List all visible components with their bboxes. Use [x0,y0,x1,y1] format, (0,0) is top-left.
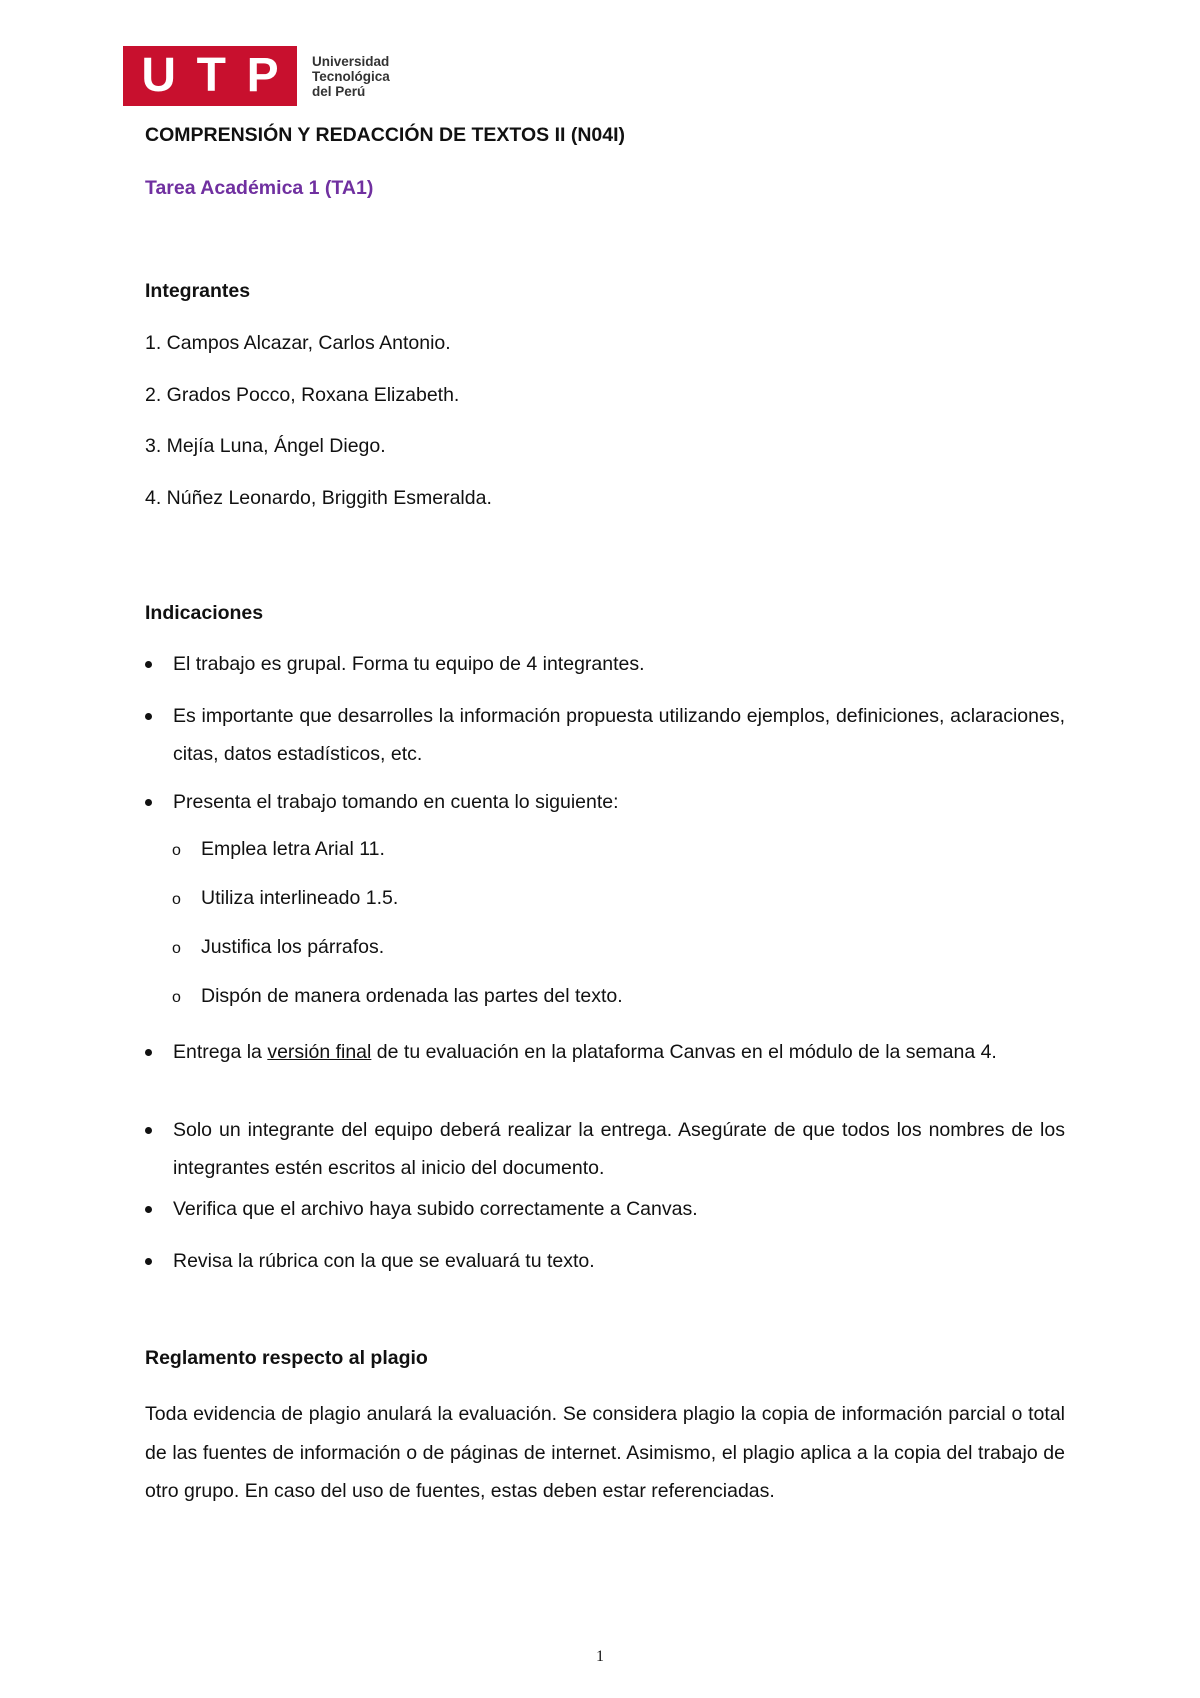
bullet-item [145,1033,1065,1071]
bullet-text: Solo un integrante del equipo deberá realizar la entrega. Asegúrate de que todos los nombres de los integrantes estén escritos al inicio del documento. [173,1119,1065,1179]
logo-wordmark [312,54,390,99]
logo-mark [123,46,297,106]
logo-letter-t: T [196,49,226,102]
bullet-icon [145,799,152,806]
logo-letter-u: U [141,49,176,102]
document-subtitle: Tarea Académica 1 (TA1) [145,177,374,199]
utp-logo [123,46,390,106]
bullet-text: Presenta el trabajo tomando en cuenta lo siguiente: [173,791,619,813]
bullet-text [173,1033,1065,1071]
indicaciones-heading: Indicaciones [145,602,264,624]
sub-item [172,985,623,1008]
bullet-icon [145,1206,152,1213]
circle-marker-icon: o [172,989,181,1006]
member-3: 3. Mejía Luna, Ángel Diego. [145,435,386,457]
bullet-icon [145,1258,152,1265]
bullet-item [145,1111,1065,1187]
plagio-paragraph: Toda evidencia de plagio anulará la evaluación. Se considera plagio la copia de información parcial o total de las fuentes de información o de páginas de internet. Asimismo, el plagio aplica a la copia del trabajo de otro grupo. En caso del uso de fuentes, estas deben estar referenciadas. [145,1403,1065,1502]
integrantes-heading: Integrantes [145,280,251,302]
bullet-icon [145,713,152,720]
plagio-heading: Reglamento respecto al plagio [145,1347,428,1369]
bullet-item [145,645,1065,683]
member-2: 2. Grados Pocco, Roxana Elizabeth. [145,384,460,406]
document-title: COMPRENSIÓN Y REDACCIÓN DE TEXTOS II (N04I) [145,124,625,146]
logo-letter-p: P [246,49,279,102]
bullet-item [145,783,1065,821]
bullet-item [145,1242,1065,1280]
bullet-text: Verifica que el archivo haya subido correctamente a Canvas. [173,1198,698,1220]
bullet-icon [145,1127,152,1134]
circle-marker-icon: o [172,842,181,859]
logo-line-3: del Perú [312,83,366,99]
sub-item-text: Justifica los párrafos. [201,936,385,958]
member-1: 1. Campos Alcazar, Carlos Antonio. [145,332,451,354]
sub-item [172,936,384,959]
sub-item [172,838,385,861]
bullet-item [145,1190,1065,1228]
logo-line-2: Tecnológica [312,68,390,84]
member-4: 4. Núñez Leonardo, Briggith Esmeralda. [145,487,492,509]
bullet-text: El trabajo es grupal. Forma tu equipo de 4 integrantes. [173,653,645,675]
sub-item-text: Dispón de manera ordenada las partes del texto. [201,985,623,1007]
underlined-text: versión final [267,1041,372,1063]
bullet-icon [145,1049,152,1056]
bullet-text-part: Entrega la [173,1041,268,1063]
sub-item [172,887,398,910]
page-number: 1 [596,1648,604,1665]
circle-marker-icon: o [172,940,181,957]
sub-item-text: Utiliza interlineado 1.5. [201,887,399,909]
circle-marker-icon: o [172,891,181,908]
sub-item-text: Emplea letra Arial 11. [201,838,385,860]
bullet-text: Es importante que desarrolles la información propuesta utilizando ejemplos, definiciones, aclaraciones, citas, datos estadísticos, etc. [173,705,1065,765]
bullet-item [145,697,1065,773]
bullet-text-part: de tu evaluación en la plataforma Canvas en el módulo de la semana 4. [371,1041,997,1063]
bullet-text: Revisa la rúbrica con la que se evaluará tu texto. [173,1250,595,1272]
bullet-icon [145,661,152,668]
logo-line-1: Universidad [312,53,390,69]
